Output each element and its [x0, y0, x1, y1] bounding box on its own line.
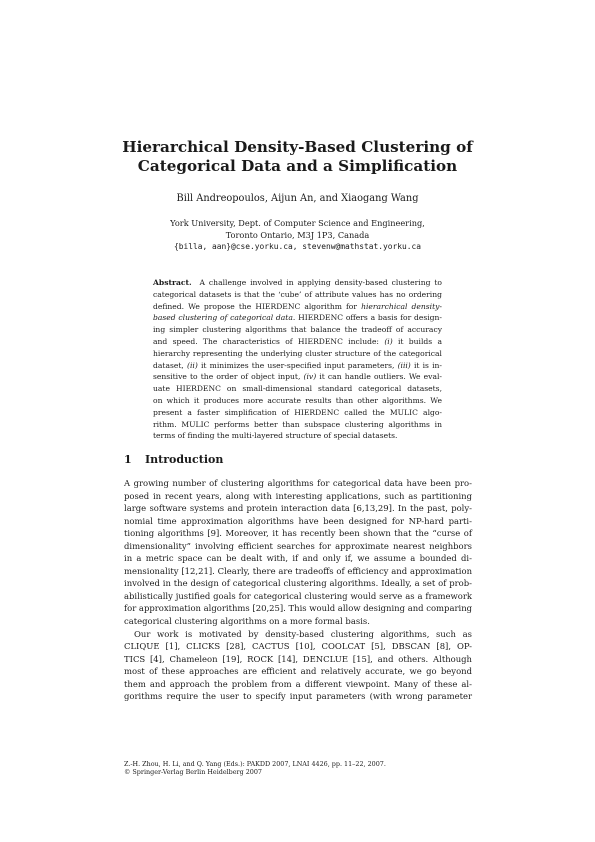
abstract-line: on which it produces more accurate results than other algorithms. We [153, 395, 442, 405]
abstract-line: defined. We propose the HIERDENC algorithm for hierarchical density- [153, 301, 442, 311]
footnote-line: © Springer-Verlag Berlin Heidelberg 2007 [124, 768, 262, 777]
title-line: Hierarchical Density-Based Clustering of [122, 138, 473, 156]
body-line: A growing number of clustering algorithms for categorical data have been pro- [124, 478, 472, 488]
body-line: CLIQUE [1], CLICKS [28], CACTUS [10], COOLCAT [5], DBSCAN [8], OP- [124, 641, 472, 652]
abstract-line: terms of finding the multi-layered structure of special datasets. [153, 431, 398, 441]
body-line: abilistically justified goals for categorical clustering would serve as a framework [124, 590, 472, 601]
abstract-line: sensitive to the order of object input, (iv) it can handle outliers. We eval- [153, 372, 442, 382]
body-line: dimensionality” involving efficient searches for approximate nearest neighbors [124, 540, 472, 551]
author-list: Bill Andreopoulos, Aijun An, and Xiaogang Wang [176, 193, 419, 204]
abstract [153, 277, 442, 442]
body-line: involved in the design of categorical clustering algorithms. Ideally, a set of prob- [124, 578, 472, 589]
body-line: tioning algorithms [9]. Moreover, it has recently been shown that the “curse of [124, 528, 472, 539]
body-line: most of these approaches are efficient and relatively accurate, we go beyond [124, 666, 472, 677]
abstract-line: rithm. MULIC performs better than subspace clustering algorithms in [153, 419, 442, 429]
abstract-line: hierarchy representing the underlying cluster structure of the categorical [153, 348, 442, 358]
affiliation-line: York University, Dept. of Computer Science and Engineering, [170, 218, 425, 228]
body-text [124, 477, 472, 703]
abstract-line: uate HIERDENC on small-dimensional standard categorical datasets, [153, 384, 442, 394]
body-line: them and approach the problem from a different viewpoint. Many of these al- [124, 678, 472, 689]
body-line: for approximation algorithms [20,25]. This would allow designing and comparing [124, 603, 473, 614]
abstract-line: present a faster simplification of HIERDENC called the MULIC algo- [153, 407, 442, 417]
body-line: nomial time approximation algorithms have been designed for NP-hard parti- [124, 515, 472, 526]
section-heading [124, 453, 223, 467]
affiliation [0, 218, 595, 253]
body-line: TICS [4], Chameleon [19], ROCK [14], DENCLUE [15], and others. Although [124, 653, 472, 664]
copyright-footnote [124, 760, 386, 777]
abstract-label: Abstract. [153, 278, 192, 287]
abstract-line: based clustering of categorical data. HIERDENC offers a basis for design- [153, 313, 442, 323]
body-line: categorical clustering algorithms on a more formal basis. [124, 616, 370, 627]
section-title: Introduction [145, 453, 224, 466]
body-line: large software systems and protein interaction data [6,13,29]. In the past, poly- [124, 503, 472, 514]
abstract-line: and speed. The characteristics of HIERDENC include: (i) it builds a [153, 336, 442, 346]
body-line: mensionality [12,21]. Clearly, there are tradeoffs of efficiency and approximation [124, 565, 472, 576]
body-line: in a metric space can be dealt with, if and only if, we assume a bounded di- [124, 553, 472, 564]
abstract-line: Abstract. A challenge involved in applying density-based clustering to [153, 278, 442, 287]
author-emails: {billa, aan}@cse.yorku.ca, stevenw@mathstat.yorku.ca [173, 242, 422, 252]
body-line: gorithms require the user to specify input parameters (with wrong parameter [124, 691, 472, 702]
affiliation-line: Toronto Ontario, M3J 1P3, Canada [225, 229, 370, 240]
body-line: posed in recent years, along with interesting applications, such as partitioning [124, 490, 472, 501]
body-line: Our work is motivated by density-based clustering algorithms, such as [134, 628, 472, 639]
abstract-line: categorical datasets is that the ‘cube’ of attribute values has no ordering [153, 289, 442, 299]
abstract-line: dataset, (ii) it minimizes the user-specified input parameters, (iii) it is in- [153, 360, 442, 370]
title-line: Categorical Data and a Simplification [137, 157, 458, 175]
paper-title [0, 138, 595, 176]
abstract-line: ing simpler clustering algorithms that balance the tradeoff of accuracy [153, 325, 442, 335]
section-number: 1 [124, 453, 132, 466]
footnote-line: Z.-H. Zhou, H. Li, and Q. Yang (Eds.): PAKDD 2007, LNAI 4426, pp. 11–22, 2007. [124, 760, 386, 768]
